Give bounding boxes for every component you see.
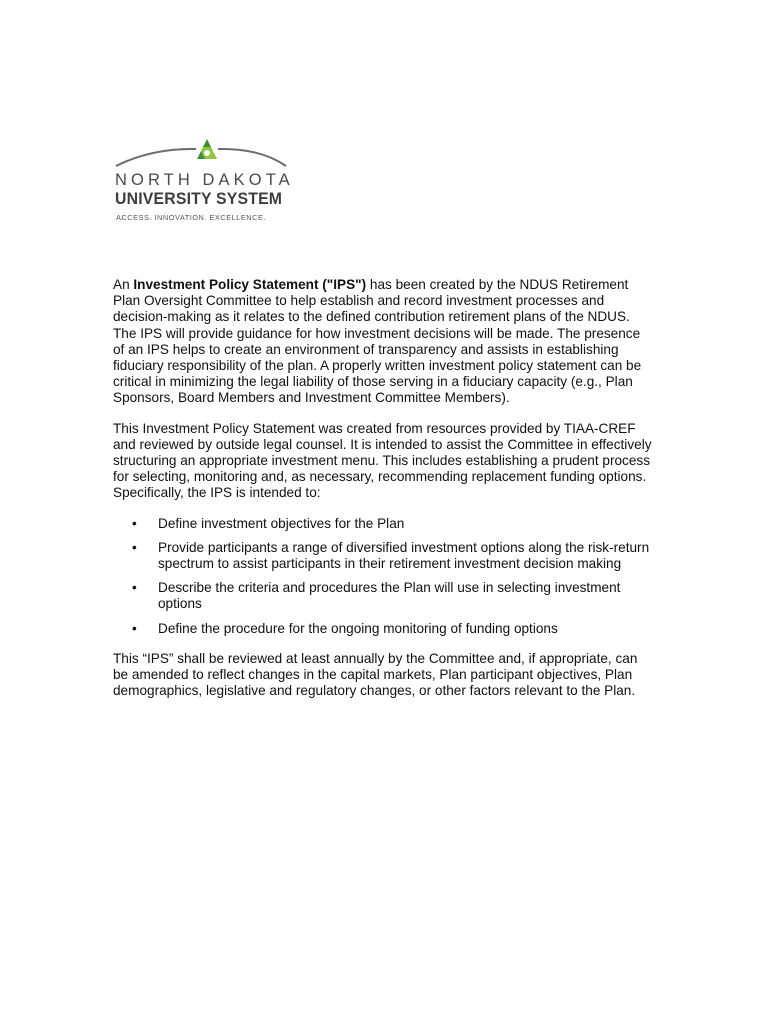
bullet-icon: • bbox=[132, 620, 137, 636]
intro-bold-term: Investment Policy Statement ("IPS") bbox=[133, 277, 367, 292]
logo-tagline: ACCESS. INNOVATION. EXCELLENCE. bbox=[116, 213, 266, 222]
list-item bbox=[113, 516, 653, 532]
intro-rest: has been created by the NDUS Retirement Plan Oversight Committee to help establish and record investment processes and decision-making as it relates to the defined contribution retirement plans of the NDUS. The IPS will provide guidance for how investment decisions will be made. The presence of an IPS helps to create an environment of transparency and assists in establishing fiduciary responsibility of the plan. A properly written investment policy statement can be critical in minimizing the legal liability of those serving in a fiduciary capacity (e.g., Plan Sponsors, Board Members and Investment Committee Members). bbox=[113, 277, 642, 406]
logo-emblem bbox=[112, 136, 290, 172]
list-item-text: Define the procedure for the ongoing monitoring of funding options bbox=[158, 620, 558, 636]
list-item bbox=[113, 621, 653, 637]
list-item bbox=[113, 580, 653, 612]
logo-arc-left bbox=[116, 149, 196, 166]
bullet-icon: • bbox=[132, 515, 137, 531]
document-body bbox=[113, 277, 653, 713]
intro-paragraph bbox=[113, 277, 653, 407]
list-item bbox=[113, 540, 653, 572]
list-item-text: Provide participants a range of diversified investment options along the risk-return spectrum to assist participants in their retirement investment decision making bbox=[158, 539, 650, 572]
bullet-icon: • bbox=[132, 580, 137, 596]
list-item-text: Describe the criteria and procedures the Plan will use in selecting investment options bbox=[158, 580, 621, 612]
bullet-icon: • bbox=[132, 539, 137, 555]
list-item-text: Define investment objectives for the Plan bbox=[158, 515, 405, 531]
intro-lead: An bbox=[113, 277, 134, 292]
logo-line-north-dakota: NORTH DAKOTA bbox=[115, 171, 294, 189]
logo-arc-right bbox=[218, 149, 286, 166]
purpose-paragraph: This Investment Policy Statement was created from resources provided by TIAA-CREF and reviewed by outside legal counsel. It is intended to assist the Committee in effectively structuring an appropriate investment menu. This includes establishing a prudent process for selecting, monitoring and, as necessary, recommending replacement funding options. Specifically, the IPS is intended to: bbox=[113, 420, 652, 501]
logo-triangle-icon bbox=[197, 139, 217, 159]
logo-line-university-system: UNIVERSITY SYSTEM bbox=[115, 189, 283, 208]
ndus-logo bbox=[112, 136, 294, 228]
review-paragraph: This “IPS” shall be reviewed at least annually by the Committee and, if appropriate, can be amended to reflect changes in the capital markets, Plan participant objectives, Plan demographics, legislative and regulatory changes, or other factors relevant to the Plan. bbox=[113, 650, 638, 699]
objectives-list bbox=[113, 516, 653, 637]
